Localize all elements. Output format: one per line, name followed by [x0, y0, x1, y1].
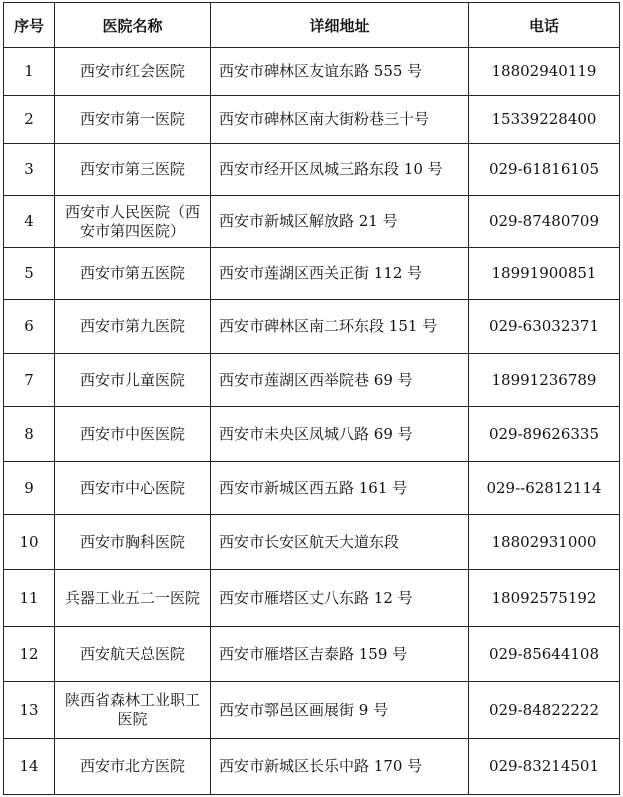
index-cell: 2 — [4, 96, 55, 144]
address-cell: 西安市碑林区南二环东段 151 号 — [211, 300, 469, 354]
index-cell: 3 — [4, 144, 55, 196]
hospital-name-text: 西安市第三医院 — [79, 160, 185, 178]
hospital-name-text: 西安市北方医院 — [79, 757, 185, 775]
table-row — [4, 570, 620, 627]
phone-cell: 18802940119 — [469, 48, 620, 96]
address-cell: 西安市雁塔区吉泰路 159 号 — [211, 627, 469, 682]
index-cell: 9 — [4, 462, 55, 515]
table-row — [4, 144, 620, 196]
phone-cell: 029-85644108 — [469, 627, 620, 682]
address-cell: 西安市新城区长乐中路 170 号 — [211, 739, 469, 795]
hospital-name-text: 西安市人民医院（西安市第四医院） — [64, 202, 200, 240]
table-row — [4, 515, 620, 570]
index-cell: 14 — [4, 739, 55, 795]
address-cell: 西安市鄠邑区画展街 9 号 — [211, 682, 469, 739]
phone-cell: 18802931000 — [469, 515, 620, 570]
index-cell: 11 — [4, 570, 55, 627]
hospital-name-text: 陕西省森林工业职工医院 — [64, 691, 200, 728]
phone-cell: 029-63032371 — [469, 300, 620, 354]
phone-cell: 029--62812114 — [469, 462, 620, 515]
table-row — [4, 300, 620, 354]
hospital-name-text: 西安航天总医院 — [79, 644, 185, 663]
index-cell: 6 — [4, 300, 55, 354]
table-row — [4, 462, 620, 515]
phone-cell: 029-61816105 — [469, 144, 620, 196]
table-row — [4, 48, 620, 96]
header-address: 详细地址 — [211, 3, 469, 48]
hospital-name-cell — [55, 96, 211, 144]
address-cell: 西安市未央区凤城八路 69 号 — [211, 407, 469, 462]
phone-cell: 029-84822222 — [469, 682, 620, 739]
hospital-name-cell — [55, 682, 211, 739]
index-cell: 10 — [4, 515, 55, 570]
table-row — [4, 407, 620, 462]
address-cell: 西安市莲湖区西举院巷 69 号 — [211, 354, 469, 407]
address-cell: 西安市莲湖区西关正街 112 号 — [211, 248, 469, 300]
hospital-name-text: 西安市第一医院 — [79, 110, 185, 128]
header-row — [4, 3, 620, 48]
address-cell: 西安市经开区凤城三路东段 10 号 — [211, 144, 469, 196]
table-row — [4, 682, 620, 739]
hospital-name-cell — [55, 515, 211, 570]
header-hospital-name: 医院名称 — [55, 3, 211, 48]
hospital-name-text: 西安市第九医院 — [79, 317, 185, 335]
table-row — [4, 354, 620, 407]
address-cell: 西安市碑林区南大街粉巷三十号 — [211, 96, 469, 144]
header-phone: 电话 — [469, 3, 620, 48]
hospital-name-cell — [55, 627, 211, 682]
table-row — [4, 627, 620, 682]
hospital-table — [3, 2, 620, 795]
phone-cell: 18991236789 — [469, 354, 620, 407]
hospital-name-cell — [55, 570, 211, 627]
index-cell: 4 — [4, 196, 55, 248]
hospital-name-cell — [55, 354, 211, 407]
index-cell: 1 — [4, 48, 55, 96]
index-cell: 13 — [4, 682, 55, 739]
hospital-name-cell — [55, 300, 211, 354]
table-row — [4, 196, 620, 248]
index-cell: 8 — [4, 407, 55, 462]
address-cell: 西安市长安区航天大道东段 — [211, 515, 469, 570]
index-cell: 7 — [4, 354, 55, 407]
hospital-name-cell — [55, 462, 211, 515]
hospital-name-cell — [55, 196, 211, 248]
address-cell: 西安市新城区西五路 161 号 — [211, 462, 469, 515]
address-cell: 西安市新城区解放路 21 号 — [211, 196, 469, 248]
phone-cell: 15339228400 — [469, 96, 620, 144]
phone-cell: 029-83214501 — [469, 739, 620, 795]
hospital-name-text: 西安市儿童医院 — [79, 370, 185, 389]
address-cell: 西安市碑林区友谊东路 555 号 — [211, 48, 469, 96]
address-cell: 西安市雁塔区丈八东路 12 号 — [211, 570, 469, 627]
phone-cell: 029-87480709 — [469, 196, 620, 248]
hospital-name-text: 西安市中医医院 — [79, 424, 185, 443]
table-row — [4, 96, 620, 144]
hospital-name-text: 西安市第五医院 — [79, 264, 185, 282]
hospital-name-cell — [55, 739, 211, 795]
hospital-name-text: 西安市胸科医院 — [79, 532, 185, 551]
hospital-name-cell — [55, 248, 211, 300]
phone-cell: 029-89626335 — [469, 407, 620, 462]
phone-cell: 18092575192 — [469, 570, 620, 627]
hospital-name-cell — [55, 48, 211, 96]
index-cell: 5 — [4, 248, 55, 300]
phone-cell: 18991900851 — [469, 248, 620, 300]
hospital-name-cell — [55, 407, 211, 462]
index-cell: 12 — [4, 627, 55, 682]
table-row — [4, 248, 620, 300]
hospital-name-text: 兵器工业五二一医院 — [64, 588, 200, 607]
hospital-name-text: 西安市中心医院 — [79, 478, 185, 497]
hospital-name-cell — [55, 144, 211, 196]
hospital-name-text: 西安市红会医院 — [79, 62, 185, 80]
header-index: 序号 — [4, 3, 55, 48]
table-row — [4, 739, 620, 795]
